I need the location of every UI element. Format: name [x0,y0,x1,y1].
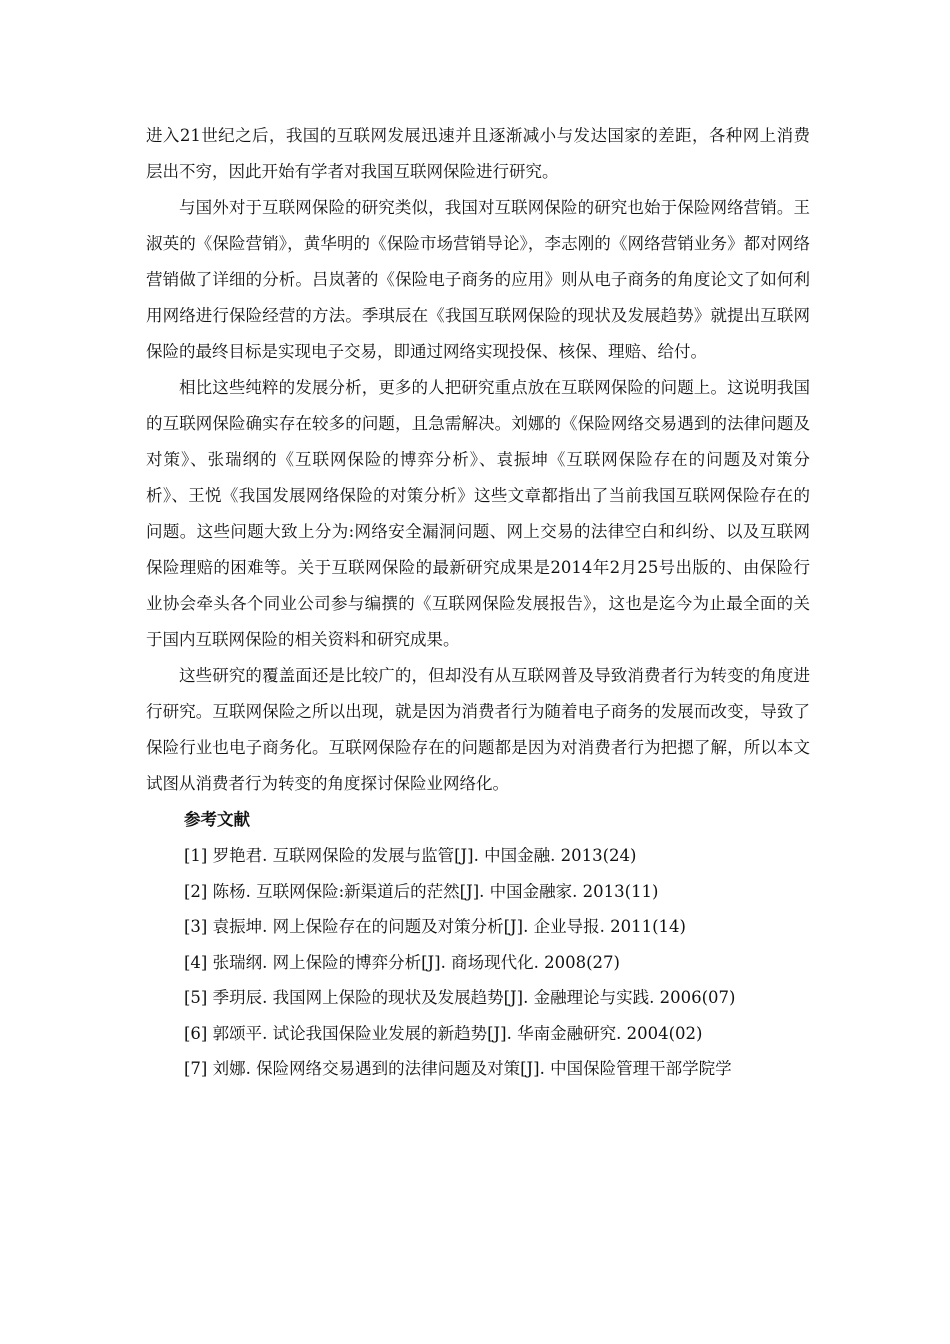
references-heading: 参考文献 [184,810,250,829]
paragraph-3: 相比这些纯粹的发展分析，更多的人把研究重点放在互联网保险的问题上。这说明我国的互联网保险确实存在较多的问题，且急需解决。刘娜的《保险网络交易遇到的法律问题及对策》、张瑞纲的《互联网保险的博弈分析》、袁振坤《互联网保险存在的问题及对策分析》、王悦《我国发展网络保险的对策分析》这些文章都指出了当前我国互联网保险存在的问题。这些问题大致上分为:网络安全漏洞问题、网上交易的法律空白和纠纷、以及互联网保险理赔的困难等。关于互联网保险的最新研究成果是2014年2月25号出版的、由保险行业协会牵头各个同业公司参与编撰的《互联网保险发展报告》，这也是迄今为止最全面的关于国内互联网保险的相关资料和研究成果。 [146,378,810,649]
reference-item-6: [6] 郭颂平. 试论我国保险业发展的新趋势[J]. 华南金融研究. 2004(02) [184,1023,703,1043]
paragraph-2: 与国外对于互联网保险的研究类似，我国对互联网保险的研究也始于保险网络营销。王淑英的《保险营销》，黄华明的《保险市场营销导论》，李志刚的《网络营销业务》都对网络营销做了详细的分析。吕岚著的《保险电子商务的应用》则从电子商务的角度论文了如何利用网络进行保险经营的方法。季琪辰在《我国互联网保险的现状及发展趋势》就提出互联网保险的最终目标是实现电子交易，即通过网络实现投保、核保、理赔、给付。 [146,198,810,361]
reference-item-5: [5] 季玥辰. 我国网上保险的现状及发展趋势[J]. 金融理论与实践. 2006(07) [184,988,736,1007]
reference-list [146,838,810,1087]
reference-item-2: [2] 陈杨. 互联网保险:新渠道后的茫然[J]. 中国金融家. 2013(11) [184,881,659,901]
paragraph-1: 进入21世纪之后，我国的互联网发展迅速并且逐渐减小与发达国家的差距，各种网上消费层出不穷，因此开始有学者对我国互联网保险进行研究。 [146,126,810,181]
reference-item-7: [7] 刘娜. 保险网络交易遇到的法律问题及对策[J]. 中国保险管理干部学院学 [184,1059,732,1078]
reference-item-1: [1] 罗艳君. 互联网保险的发展与监管[J]. 中国金融. 2013(24) [184,846,637,865]
reference-item-4: [4] 张瑞纲. 网上保险的博弈分析[J]. 商场现代化. 2008(27) [184,952,620,972]
document-body [146,118,810,1087]
paragraph-4: 这些研究的覆盖面还是比较广的，但却没有从互联网普及导致消费者行为转变的角度进行研究。互联网保险之所以出现，就是因为消费者行为随着电子商务的发展而改变，导致了保险行业也电子商务化。互联网保险存在的问题都是因为对消费者行为把摁了解，所以本文试图从消费者行为转变的角度探讨保险业网络化。 [146,666,810,793]
reference-item-3: [3] 袁振坤. 网上保险存在的问题及对策分析[J]. 企业导报. 2011(14) [184,917,686,936]
